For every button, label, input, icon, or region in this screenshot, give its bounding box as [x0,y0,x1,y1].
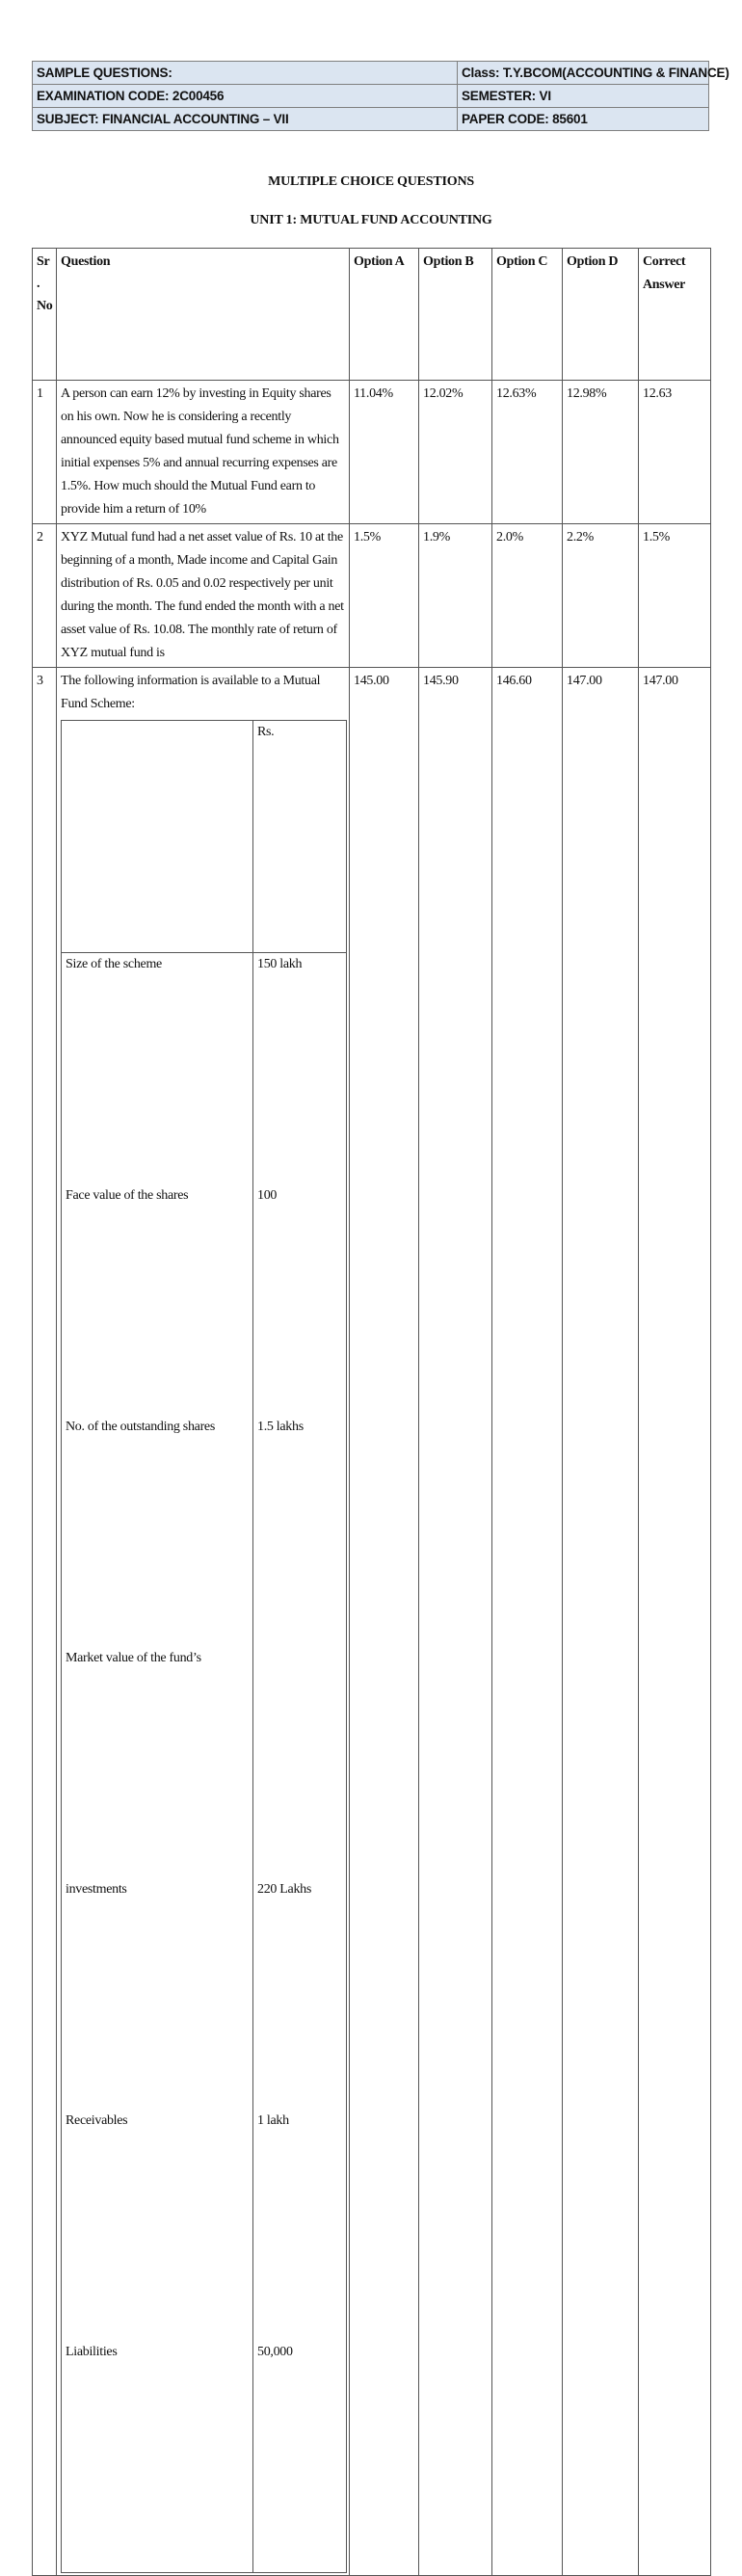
exam-code-label: EXAMINATION CODE: 2C00456 [33,85,458,108]
info-value: 100 [253,1184,347,1416]
info-label: Market value of the fund’s [62,1647,253,1878]
correct-answer: 147.00 [639,668,711,2576]
subject-label: SUBJECT: FINANCIAL ACCOUNTING – VII [33,108,458,131]
correct-answer: 12.63 [639,381,711,524]
info-header-blank [62,721,253,953]
info-label: investments [62,1878,253,2110]
sr-no: 3 [33,668,57,2576]
unit-title: UNIT 1: MUTUAL FUND ACCOUNTING [250,213,492,227]
info-label: Receivables [62,2110,253,2341]
info-row [62,1878,347,2110]
info-row [62,2341,347,2573]
info-value: 150 lakh [253,953,347,1185]
option-d: 147.00 [563,668,639,2576]
sr-line3: No [37,299,53,313]
sample-questions-label: SAMPLE QUESTIONS: [33,62,458,85]
col-header-option-a: Option A [350,249,419,381]
col-header-option-d: Option D [563,249,639,381]
option-c: 2.0% [492,524,563,668]
info-row [62,2110,347,2341]
option-b: 12.02% [419,381,492,524]
correct-line1: Correct [643,254,686,269]
table-row [33,668,711,2576]
col-header-sr-no [33,249,57,381]
info-row [62,953,347,1185]
info-label: Size of the scheme [62,953,253,1185]
info-header-rs: Rs. [253,721,347,953]
paper-code-label: PAPER CODE: 85601 [458,108,709,131]
table-header-row [33,249,711,381]
info-row [62,1416,347,1647]
option-a: 1.5% [350,524,419,668]
mcq-table [32,248,711,2576]
option-d: 12.98% [563,381,639,524]
table-row [33,381,711,524]
option-a: 145.00 [350,668,419,2576]
info-label: Liabilities [62,2341,253,2573]
class-label: Class: T.Y.BCOM(ACCOUNTING & FINANCE) [458,62,709,85]
info-value [253,1647,347,1878]
correct-answer: 1.5% [639,524,711,668]
sr-no: 1 [33,381,57,524]
sr-no: 2 [33,524,57,668]
semester-label: SEMESTER: VI [458,85,709,108]
col-header-option-c: Option C [492,249,563,381]
scheme-info-table [61,720,347,2573]
question-cell [57,668,350,2576]
option-b: 145.90 [419,668,492,2576]
question-text: XYZ Mutual fund had a net asset value of Rs. 10 at the beginning of a month, Made income and Capital Gain distribution of Rs. 0.05 and 0.02 respectively per unit during the month. The fund ended the month with a net asset value of Rs. 10.08. The monthly rate of return of XYZ mutual fund is [57,524,350,668]
sr-line1: Sr [37,254,50,269]
col-header-correct-answer [639,249,711,381]
info-label: Face value of the shares [62,1184,253,1416]
info-row [62,1647,347,1878]
info-value: 50,000 [253,2341,347,2573]
exam-header [32,61,729,131]
option-d: 2.2% [563,524,639,668]
option-c: 12.63% [492,381,563,524]
question-text: A person can earn 12% by investing in Equity shares on his own. Now he is considering a recently announced equity based mutual fund scheme in which initial expenses 5% and annual recurring expenses are 1.5%. How much should the Mutual Fund earn to provide him a return of 10% [57,381,350,524]
table-row [33,524,711,668]
col-header-option-b: Option B [419,249,492,381]
option-c: 146.60 [492,668,563,2576]
question-text: The following information is available to a Mutual Fund Scheme: [61,674,321,711]
info-label: No. of the outstanding shares [62,1416,253,1647]
mcq-title: MULTIPLE CHOICE QUESTIONS [268,174,474,189]
option-b: 1.9% [419,524,492,668]
info-value: 1 lakh [253,2110,347,2341]
info-value: 1.5 lakhs [253,1416,347,1647]
sr-line2: . [37,277,40,291]
info-row [62,1184,347,1416]
correct-line2: Answer [643,278,686,292]
option-a: 11.04% [350,381,419,524]
col-header-question: Question [57,249,350,381]
info-value: 220 Lakhs [253,1878,347,2110]
